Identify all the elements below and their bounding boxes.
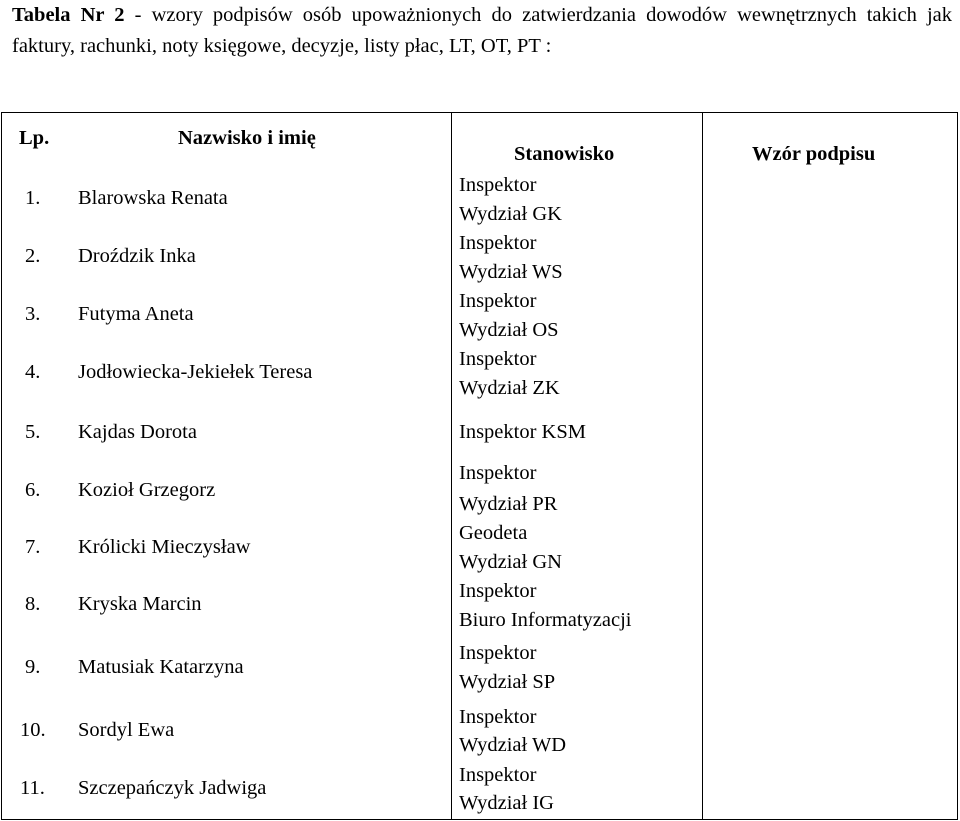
table-left-border xyxy=(1,112,2,820)
row-4-position-line2: Wydział ZK xyxy=(459,377,560,399)
heading-description: - wzory podpisów osób upoważnionych do zatwierdzania dowodów wewnętrznych takich jak faktury, rachunki, noty księgowe, decyzje, listy płac, LT, OT, PT : xyxy=(12,4,952,57)
row-10-position-line2: Wydział WD xyxy=(459,734,567,756)
row-11-lp: 11. xyxy=(20,777,45,799)
row-9-name: Matusiak Katarzyna xyxy=(78,656,244,678)
table-right-border xyxy=(957,112,958,820)
row-9-lp: 9. xyxy=(25,656,41,678)
row-4-name: Jodłowiecka-Jekiełek Teresa xyxy=(78,361,313,383)
row-11-name: Szczepańczyk Jadwiga xyxy=(78,777,267,799)
row-4-lp: 4. xyxy=(25,361,41,383)
table-number: Tabela Nr 2 xyxy=(12,4,125,26)
row-1-name: Blarowska Renata xyxy=(78,187,228,209)
row-1-position-line1: Inspektor xyxy=(459,174,537,196)
row-5-lp: 5. xyxy=(25,421,41,443)
header-position: Stanowisko xyxy=(514,143,615,165)
row-2-name: Droździk Inka xyxy=(78,245,196,267)
table-divider-position xyxy=(451,112,452,820)
table-bottom-border xyxy=(1,819,958,820)
header-lp: Lp. xyxy=(19,127,50,149)
row-5-name: Kajdas Dorota xyxy=(78,421,197,443)
row-8-name: Kryska Marcin xyxy=(78,593,202,615)
row-3-name: Futyma Aneta xyxy=(78,303,194,325)
row-9-position-line2: Wydział SP xyxy=(459,671,556,693)
row-3-position-line1: Inspektor xyxy=(459,290,537,312)
row-3-position-line2: Wydział OS xyxy=(459,319,559,341)
row-5-position-line1: Inspektor KSM xyxy=(459,421,586,443)
table-top-border xyxy=(1,112,958,113)
row-9-position-line1: Inspektor xyxy=(459,642,537,664)
row-6-name: Kozioł Grzegorz xyxy=(78,479,216,501)
row-7-lp: 7. xyxy=(25,536,41,558)
row-11-position-line1: Inspektor xyxy=(459,764,537,786)
row-2-position-line1: Inspektor xyxy=(459,232,537,254)
header-signature: Wzór podpisu xyxy=(752,143,876,165)
row-8-position-line2: Biuro Informatyzacji xyxy=(459,609,632,631)
row-4-position-line1: Inspektor xyxy=(459,348,537,370)
row-7-position-line2: Wydział GN xyxy=(459,551,562,573)
row-6-position-line2: Wydział PR xyxy=(459,493,558,515)
row-2-position-line2: Wydział WS xyxy=(459,261,563,283)
row-8-position-line1: Inspektor xyxy=(459,580,537,602)
row-6-lp: 6. xyxy=(25,479,41,501)
row-7-name: Królicki Mieczysław xyxy=(78,536,251,558)
row-6-position-line1: Inspektor xyxy=(459,462,537,484)
row-11-position-line2: Wydział IG xyxy=(459,792,554,814)
row-10-lp: 10. xyxy=(20,719,46,741)
row-1-position-line2: Wydział GK xyxy=(459,203,562,225)
row-3-lp: 3. xyxy=(25,303,41,325)
row-10-position-line1: Inspektor xyxy=(459,706,537,728)
header-name: Nazwisko i imię xyxy=(178,127,316,149)
row-8-lp: 8. xyxy=(25,593,41,615)
table-divider-signature xyxy=(702,112,703,820)
row-7-position-line1: Geodeta xyxy=(459,522,528,544)
row-10-name: Sordyl Ewa xyxy=(78,719,175,741)
row-2-lp: 2. xyxy=(25,245,41,267)
row-1-lp: 1. xyxy=(25,187,41,209)
